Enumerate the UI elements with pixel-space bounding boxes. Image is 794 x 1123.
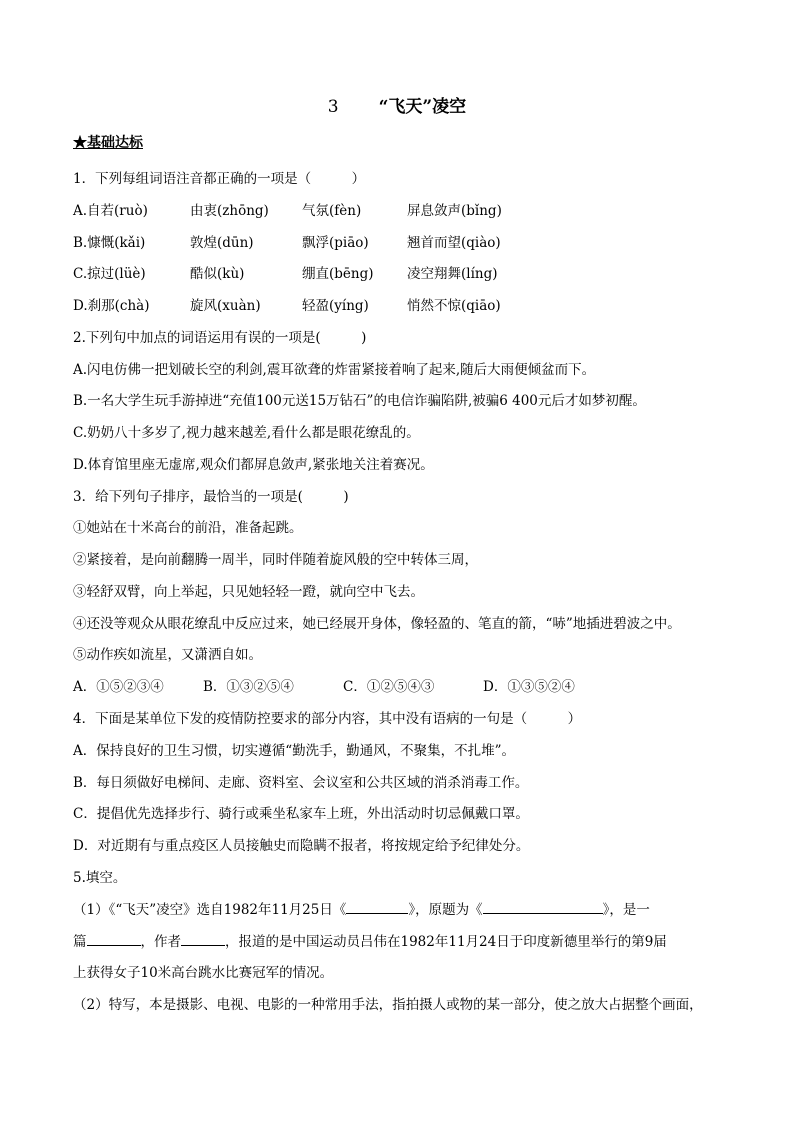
q2-option-c: C.奶奶八十多岁了,视力越来越差,看什么都是眼花缭乱的。 — [73, 425, 420, 441]
q1-row-b-col2: 敦煌(dūn) — [190, 235, 254, 251]
q2-option-a: A.闪电仿佛一把划破长空的利剑,震耳欲聋的炸雷紧接着响了起来,随后大雨便倾盆而下。 — [73, 362, 596, 378]
q5-stem: 5.填空。 — [73, 870, 127, 886]
q3-sentence-3: ③轻舒双臂，向上举起，只见她轻轻一蹬，就向空中飞去。 — [73, 584, 424, 600]
q5-text-d: 篇 — [73, 934, 87, 950]
q3-option-b: B．①③②⑤④ — [203, 679, 294, 695]
q5-part1-line3: 上获得女子10米高台跳水比赛冠军的情况。 — [73, 965, 334, 981]
q1-row-b-col1: B.慷慨(kǎi) — [73, 235, 146, 251]
q3-sentence-2: ②紧接着，是向前翻腾一周半，同时伴随着旋风般的空中转体三周， — [73, 552, 478, 568]
q5-part1-line1 — [73, 899, 650, 920]
q4-option-a: A．保持良好的卫生习惯，切实遵循“勤洗手，勤通风，不聚集，不扎堆”。 — [73, 743, 516, 759]
newspaper-name-blank — [346, 899, 408, 914]
q1-row-b-col3: 飘浮(piāo) — [302, 235, 369, 251]
section-heading: ★基础达标 — [73, 135, 143, 151]
q1-row-d-col1: D.刹那(chà) — [73, 298, 150, 314]
q3-sentence-4: ④还没等观众从眼花缭乱中反应过来，她已经展开身体，像轻盈的、笔直的箭，“哧”地插进碧波之中。 — [73, 616, 681, 632]
q1-row-d-col2: 旋风(xuàn) — [190, 298, 261, 314]
q2-option-b: B.一名大学生玩手游掉进“充值100元送15万钻石”的电信诈骗陷阱,被骗6 400元后才如梦初醒。 — [73, 393, 646, 409]
q1-row-d-col3: 轻盈(yíng) — [302, 298, 369, 314]
page-title — [0, 94, 794, 120]
q1-row-c-col1: C.掠过(lüè) — [73, 266, 146, 282]
genre-blank — [87, 931, 141, 946]
q4-option-d: D．对近期有与重点疫区人员接触史而隐瞒不报者，将按规定给予纪律处分。 — [73, 838, 530, 854]
original-title-blank — [483, 899, 603, 914]
q5-text-f: ，报道的是中国运动员吕伟在1982年11月24日于印度新德里举行的第9届 — [225, 934, 667, 950]
q1-row-d-col4: 悄然不惊(qiāo) — [407, 298, 501, 314]
q3-sentence-1: ①她站在十米高台的前沿，准备起跳。 — [73, 520, 303, 536]
q1-row-b-col4: 翘首而望(qiào) — [407, 235, 501, 251]
title-number: 3 — [327, 97, 339, 117]
q5-text-b: 》，原题为《 — [408, 902, 483, 918]
q5-part1-line2 — [73, 931, 667, 952]
q4-option-c: C．提倡优先选择步行、骑行或乘坐私家车上班，外出活动时切忌佩戴口罩。 — [73, 806, 529, 822]
q5-part2-line1: （2）特写，本是摄影、电视、电影的一种常用手法，指拍摄人或物的某一部分，使之放大占据整个画面， — [73, 997, 703, 1013]
q1-row-a-col4: 屏息敛声(bǐng) — [407, 203, 502, 219]
q2-stem: 2.下列句中加点的词语运用有误的一项是( ) — [73, 330, 367, 346]
q3-stem: 3．给下列句子排序，最恰当的一项是( ) — [73, 489, 349, 505]
q1-row-c-col3: 绷直(bēng) — [302, 266, 374, 282]
q5-text-e: ，作者 — [140, 934, 181, 950]
q1-row-a-col3: 气氛(fèn) — [302, 203, 362, 219]
q3-option-a: A．①⑤②③④ — [73, 679, 164, 695]
q4-option-b: B．每日须做好电梯间、走廊、资料室、会议室和公共区域的消杀消毒工作。 — [73, 775, 529, 791]
author-blank — [181, 931, 225, 946]
q1-row-c-col2: 酷似(kù) — [190, 266, 245, 282]
q1-row-a-col2: 由衷(zhōng) — [190, 203, 269, 219]
q1-row-a-col1: A.自若(ruò) — [73, 203, 148, 219]
q3-option-c: C．①②⑤④③ — [343, 679, 435, 695]
q3-sentence-5: ⑤动作疾如流星，又潇洒自如。 — [73, 647, 262, 663]
q4-stem: 4．下面是某单位下发的疫情防控要求的部分内容，其中没有语病的一句是（ ） — [73, 711, 582, 727]
q5-text-c: 》，是一 — [602, 902, 650, 918]
title-text: “飞天”凌空 — [378, 97, 467, 117]
q3-option-d: D．①③⑤②④ — [483, 679, 575, 695]
q1-stem: 1．下列每组词语注音都正确的一项是（ ） — [73, 171, 366, 187]
q2-option-d: D.体育馆里座无虚席,观众们都屏息敛声,紧张地关注着赛况。 — [73, 457, 434, 473]
q1-row-c-col4: 凌空翔舞(líng) — [407, 266, 498, 282]
q5-text-a: （1）《“飞天”凌空》选自1982年11月25日《 — [73, 902, 347, 918]
